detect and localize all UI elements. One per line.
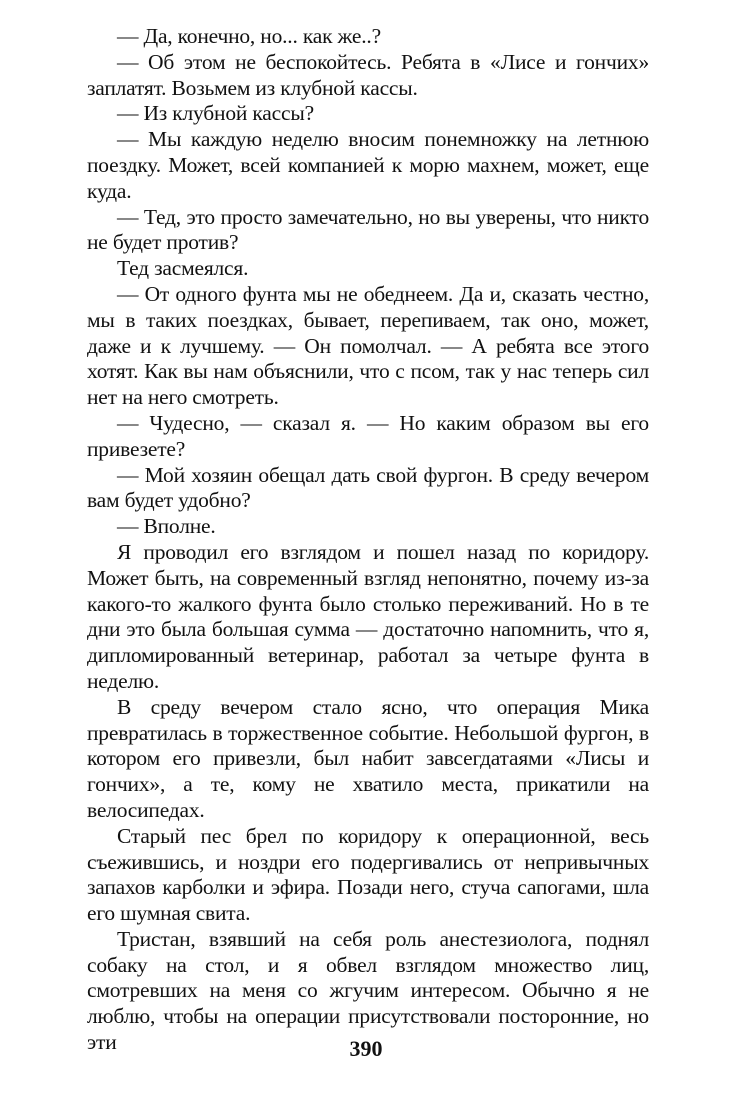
- paragraph: — От одного фунта мы не обеднеем. Да и, сказать честно, мы в таких поездках, бывает, перепиваем, так оно, может, даже и к лучшему. — Он помолчал. — А ребята все этого хотят. Как вы нам объяснили, что с псом, так у нас теперь сил нет на него смотреть.: [87, 281, 649, 410]
- paragraph: — Мы каждую неделю вносим понемножку на летнюю поездку. Может, всей компанией к морю махнем, может, еще куда.: [87, 127, 649, 203]
- paragraph: Я проводил его взглядом и пошел назад по коридору. Может быть, на современный взгляд непонятно, почему из-за какого-то жалкого фунта было столько переживаний. Но в те дни это была большая сумма — достаточно напомнить, что я, дипломированный ветеринар, работал за четыре фунта в неделю.: [87, 539, 649, 693]
- paragraph: Тристан, взявший на себя роль анестезиолога, поднял собаку на стол, и я обвел взглядом множество лиц, смотревших на меня со жгучим интересом. Обычно я не люблю, чтобы на операции присутствовали посторонние, но эти: [87, 926, 649, 1055]
- paragraph: — Мой хозяин обещал дать свой фургон. В среду вечером вам будет удобно?: [87, 462, 649, 513]
- paragraph: — Из клубной кассы?: [117, 101, 314, 126]
- page-body: [87, 24, 649, 1056]
- paragraph: — Вполне.: [117, 514, 216, 539]
- paragraph: — Тед, это просто замечательно, но вы уверены, что никто не будет против?: [87, 204, 649, 255]
- paragraph: Тед засмеялся.: [117, 256, 249, 281]
- paragraph: — Чудесно, — сказал я. — Но каким образом вы его привезете?: [87, 410, 649, 461]
- page-number: 390: [349, 1036, 383, 1061]
- paragraph: В среду вечером стало ясно, что операция Мика превратилась в торжественное событие. Небольшой фургон, в котором его привезли, был набит завсегдатаями «Лисы и гончих», а те, кому не хватило места, прикатили на велосипедах.: [87, 694, 649, 822]
- paragraph: — Об этом не беспокойтесь. Ребята в «Лисе и гончих» заплатят. Возьмем из клубной кассы.: [87, 49, 649, 100]
- paragraph: Старый пес брел по коридору к операционной, весь съежившись, и ноздри его подергивались от непривычных запахов карболки и эфира. Позади него, стуча сапогами, шла его шумная свита.: [87, 823, 649, 926]
- paragraph: — Да, конечно, но... как же..?: [117, 24, 381, 48]
